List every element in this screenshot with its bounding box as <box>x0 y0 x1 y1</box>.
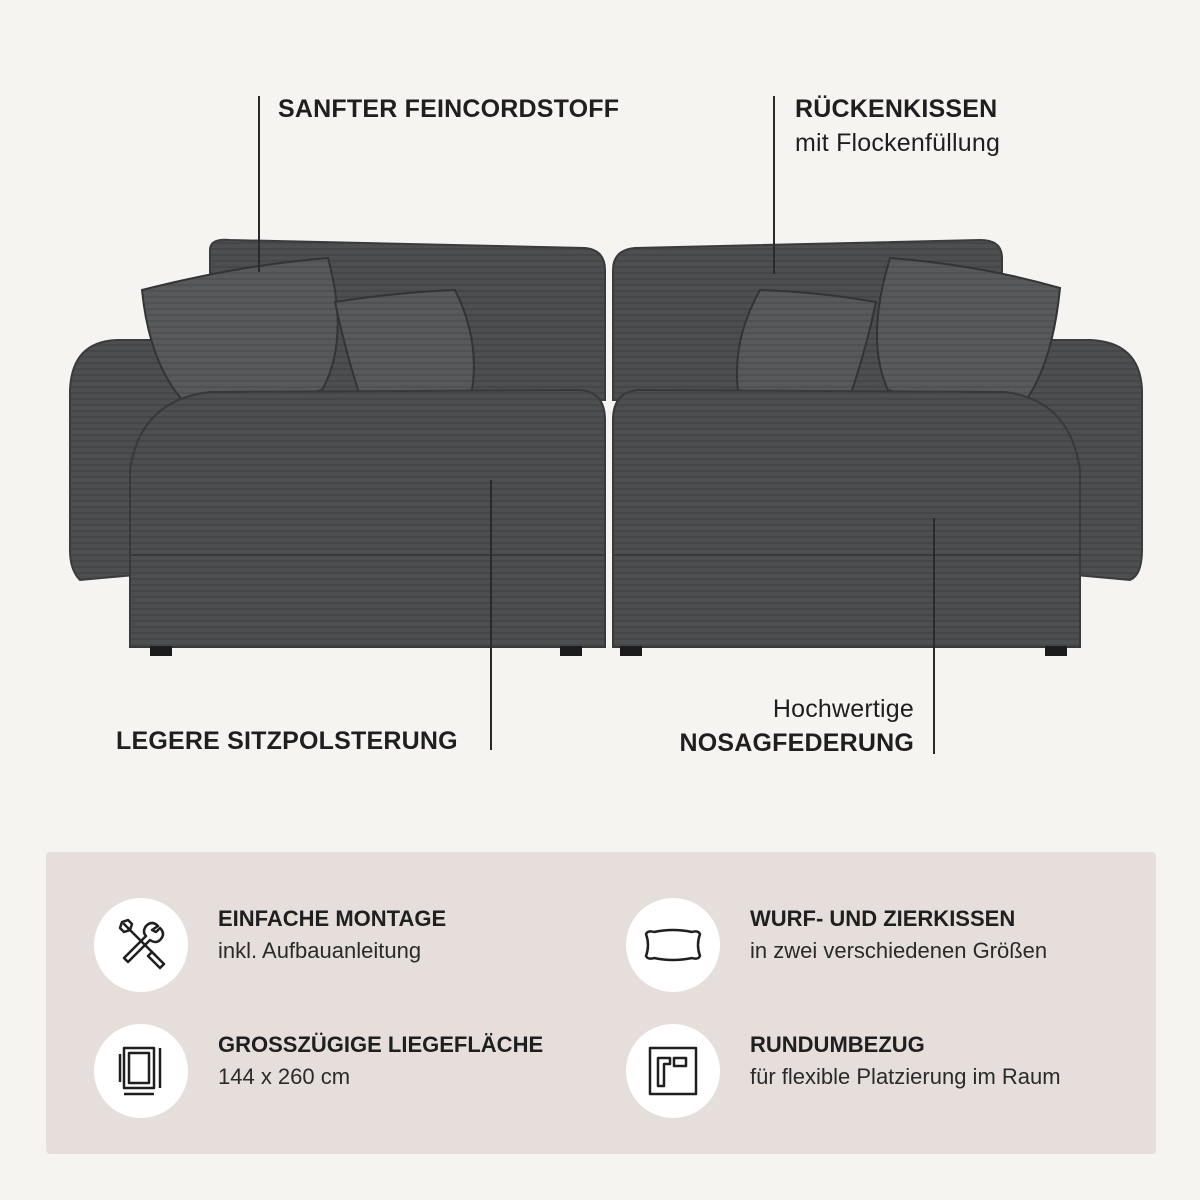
feature-subtitle: inkl. Aufbauanleitung <box>218 938 422 963</box>
pillow-icon <box>626 898 720 992</box>
feature-icon-circle <box>94 1024 188 1118</box>
feature-subtitle: für flexible Platzierung im Raum <box>750 1064 1061 1089</box>
leader-line-fabric <box>258 96 260 272</box>
callout-back-cushions-title: RÜCKENKISSEN <box>795 95 998 123</box>
feature-title: WURF- UND ZIERKISSEN <box>750 906 1016 931</box>
callout-fabric-title: SANFTER FEINCORDSTOFF <box>278 95 620 123</box>
feature-icon-circle <box>94 898 188 992</box>
feature-subtitle: in zwei verschiedenen Größen <box>750 938 1048 963</box>
callout-springs-subtitle: Hochwertige <box>772 695 914 723</box>
floor-plan-icon <box>626 1024 720 1118</box>
feature-title: GROSSZÜGIGE LIEGEFLÄCHE <box>218 1032 544 1057</box>
callout-seat-padding-title: LEGERE SITZPOLSTERUNG <box>116 727 458 755</box>
sofa-image <box>60 230 1150 670</box>
feature-title: RUNDUMBEZUG <box>750 1032 925 1057</box>
feature-subtitle: 144 x 260 cm <box>218 1064 351 1089</box>
feature-icon-circle <box>626 1024 720 1118</box>
features-panel <box>46 852 1156 1154</box>
feature-title: EINFACHE MONTAGE <box>218 906 447 931</box>
leader-line-springs <box>933 518 935 754</box>
leader-line-seat-padding <box>490 480 492 750</box>
callout-back-cushions <box>795 92 1000 160</box>
callout-back-cushions-subtitle: mit Flockenfüllung <box>795 129 1001 157</box>
callout-seat-padding <box>116 724 458 758</box>
callout-fabric <box>278 92 619 126</box>
tools-icon <box>94 898 188 992</box>
leader-line-back-cushions <box>773 96 775 274</box>
bed-dimensions-icon <box>94 1024 188 1118</box>
callout-springs <box>679 692 914 760</box>
callout-springs-title: NOSAGFEDERUNG <box>679 729 914 757</box>
feature-icon-circle <box>626 898 720 992</box>
